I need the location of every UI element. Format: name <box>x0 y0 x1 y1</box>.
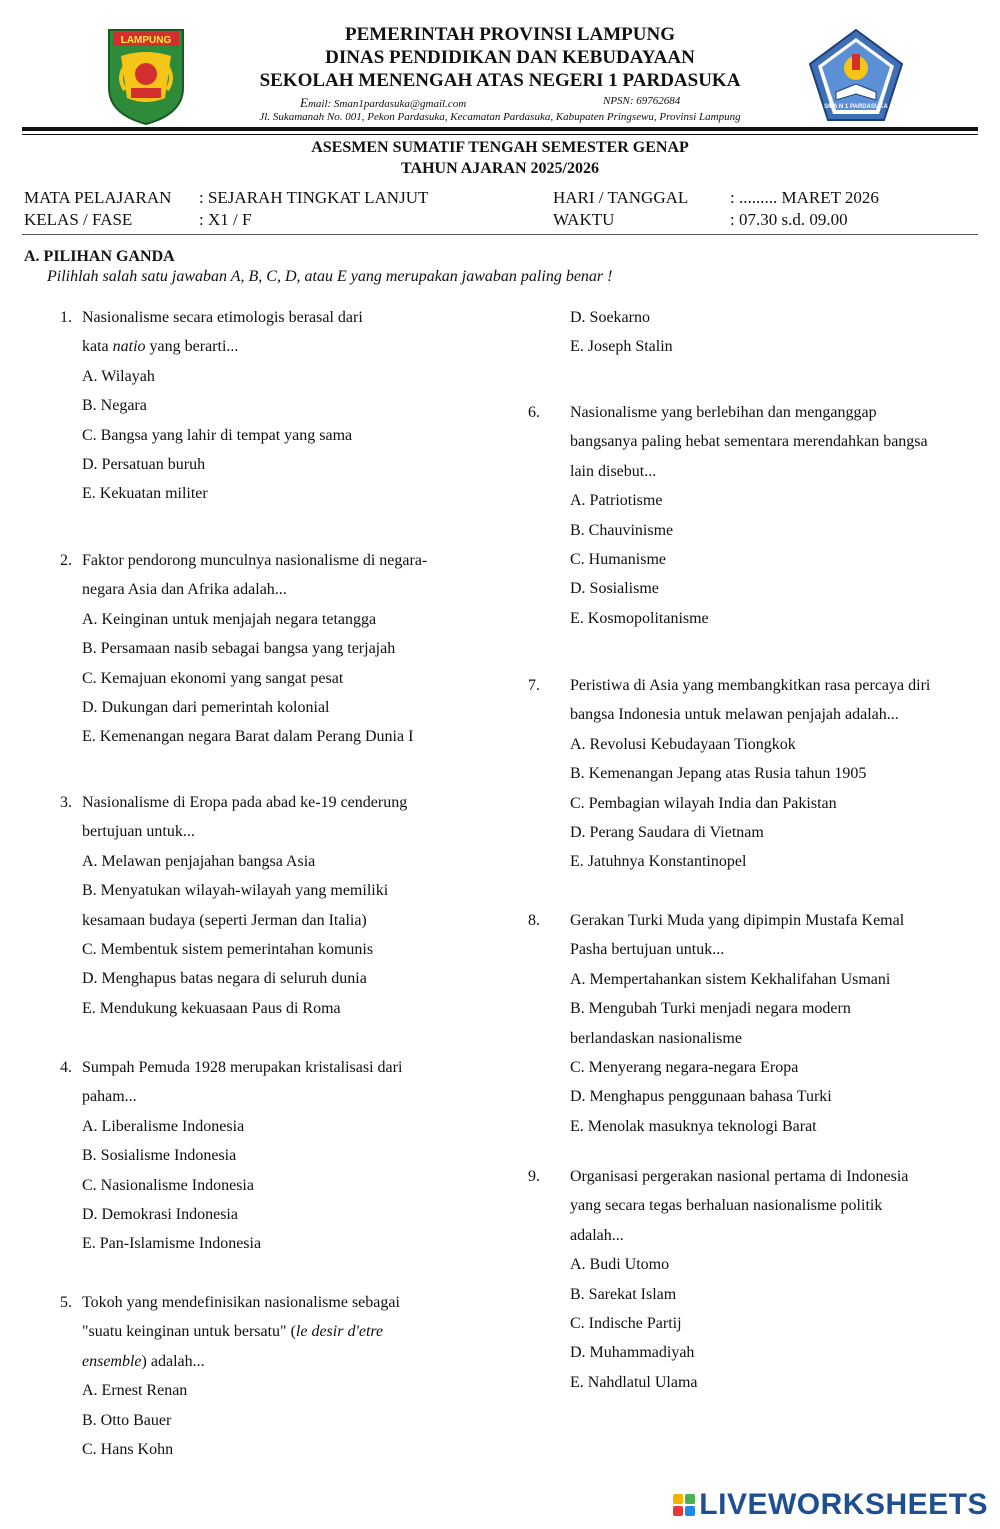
option-a[interactable]: A. Liberalisme Indonesia <box>82 1117 245 1135</box>
option-d[interactable]: D. Perang Saudara di Vietnam <box>570 824 764 842</box>
option-a[interactable]: A. Wilayah <box>82 367 155 385</box>
option-e[interactable]: E. Nahdlatul Ulama <box>570 1373 698 1391</box>
question-3 <box>52 788 407 1023</box>
option-b-continued[interactable]: berlandaskan nasionalisme <box>570 1029 742 1047</box>
date-value: : ......... MARET 2026 <box>730 188 879 207</box>
question-stem: Pasha bertujuan untuk... <box>570 941 725 959</box>
section-title: A. PILIHAN GANDA <box>24 248 175 265</box>
option-a[interactable]: A. Patriotisme <box>570 492 663 510</box>
option-e[interactable]: E. Joseph Stalin <box>570 338 673 356</box>
question-number: 8. <box>528 912 540 929</box>
option-b[interactable]: B. Sosialisme Indonesia <box>82 1147 237 1165</box>
right-logo-label: SMA N 1 PARDASUKA <box>824 104 888 110</box>
time-value: : 07.30 s.d. 09.00 <box>730 210 848 229</box>
option-d[interactable]: D. Menghapus penggunaan bahasa Turki <box>570 1088 832 1106</box>
question-stem: bertujuan untuk... <box>82 823 195 841</box>
option-c[interactable]: C. Humanisme <box>570 551 666 569</box>
option-d[interactable]: D. Soekarno <box>570 309 650 326</box>
question-number: 9. <box>528 1168 540 1185</box>
option-a[interactable]: A. Budi Utomo <box>570 1256 670 1274</box>
option-a[interactable]: A. Melawan penjajahan bangsa Asia <box>82 852 316 870</box>
question-stem: Faktor pendorong munculnya nasionalisme di negara- <box>82 552 428 569</box>
header-npsn: NPSN: 69762684 <box>603 95 681 107</box>
question-stem: "suatu keinginan untuk bersatu" (le desir d'etre <box>82 1323 384 1341</box>
option-b[interactable]: B. Otto Bauer <box>82 1411 172 1429</box>
liveworksheets-text: LIVEWORKSHEETS <box>699 1488 988 1521</box>
date-label: HARI / TANGGAL <box>553 188 689 207</box>
question-stem: bangsanya paling hebat sementara merendahkan bangsa <box>570 433 928 451</box>
option-e[interactable]: E. Kosmopolitanisme <box>570 609 709 627</box>
option-c[interactable]: C. Bangsa yang lahir di tempat yang sama <box>82 426 353 444</box>
header-address: Jl. Sukamanah No. 001, Pekon Pardasuka, Kecamatan Pardasuka, Kabupaten Pringsewu, Provinsi Lampung <box>259 111 741 123</box>
option-e[interactable]: E. Mendukung kekuasaan Paus di Roma <box>82 999 341 1017</box>
option-e[interactable]: E. Pan-Islamisme Indonesia <box>82 1235 262 1253</box>
option-e[interactable]: E. Kemenangan negara Barat dalam Perang Dunia I <box>82 728 414 746</box>
class-value: : X1 / F <box>199 210 252 229</box>
question-7 <box>520 671 930 877</box>
option-d[interactable]: D. Persatuan buruh <box>82 456 206 474</box>
question-stem: Sumpah Pemuda 1928 merupakan kristalisasi dari <box>82 1059 403 1076</box>
info-divider <box>22 234 978 235</box>
option-e[interactable]: E. Menolak masuknya teknologi Barat <box>570 1117 817 1135</box>
question-stem: Peristiwa di Asia yang membangkitkan rasa percaya diri <box>570 677 931 694</box>
question-stem: kata natio yang berarti... <box>82 338 239 356</box>
option-b[interactable]: B. Menyatukan wilayah-wilayah yang memiliki <box>82 882 389 900</box>
question-6 <box>520 398 928 633</box>
header-department: DINAS PENDIDIKAN DAN KEBUDAYAAN <box>325 47 695 68</box>
option-a[interactable]: A. Revolusi Kebudayaan Tiongkok <box>570 735 796 753</box>
option-b[interactable]: B. Kemenangan Jepang atas Rusia tahun 1905 <box>570 765 867 783</box>
option-c[interactable]: C. Hans Kohn <box>82 1441 174 1459</box>
header-email: Email: Sman1pardasuka@gmail.com <box>300 95 467 110</box>
question-number: 6. <box>528 404 540 421</box>
question-1 <box>52 303 363 509</box>
option-c[interactable]: C. Indische Partij <box>570 1315 682 1333</box>
question-stem: negara Asia dan Afrika adalah... <box>82 581 287 599</box>
header-government: PEMERINTAH PROVINSI LAMPUNG <box>344 24 676 45</box>
option-a[interactable]: A. Mempertahankan sistem Kekhalifahan Usmani <box>570 970 891 988</box>
option-a[interactable]: A. Keinginan untuk menjajah negara tetangga <box>82 610 377 628</box>
option-a[interactable]: A. Ernest Renan <box>82 1382 188 1400</box>
option-d[interactable]: D. Sosialisme <box>570 580 659 598</box>
question-5 <box>52 1288 400 1464</box>
option-d[interactable]: D. Muhammadiyah <box>570 1344 695 1362</box>
option-e[interactable]: E. Jatuhnya Konstantinopel <box>570 853 747 871</box>
question-stem: yang secara tegas berhaluan nasionalisme politik <box>570 1197 883 1215</box>
question-stem: paham... <box>82 1088 137 1106</box>
header-divider-thin <box>22 134 978 135</box>
question-stem: adalah... <box>570 1226 624 1244</box>
question-stem: ensemble) adalah... <box>82 1352 205 1370</box>
class-label: KELAS / FASE <box>24 210 133 229</box>
time-label: WAKTU <box>553 210 615 229</box>
option-b[interactable]: B. Negara <box>82 397 147 415</box>
question-4 <box>52 1053 402 1259</box>
option-c[interactable]: C. Kemajuan ekonomi yang sangat pesat <box>82 669 344 687</box>
option-c[interactable]: C. Menyerang negara-negara Eropa <box>570 1059 799 1077</box>
question-number: 7. <box>528 677 540 694</box>
question-number: 5. <box>60 1294 72 1311</box>
subject-value: : SEJARAH TINGKAT LANJUT <box>199 188 429 207</box>
option-c[interactable]: C. Membentuk sistem pemerintahan komunis <box>82 941 374 959</box>
liveworksheets-logo <box>673 1488 988 1522</box>
question-number: 4. <box>60 1059 72 1076</box>
question-stem: Nasionalisme yang berlebihan dan menganggap <box>570 404 877 421</box>
option-c[interactable]: C. Nasionalisme Indonesia <box>82 1176 254 1194</box>
question-stem: bangsa Indonesia untuk melawan penjajah adalah... <box>570 706 899 724</box>
option-e[interactable]: E. Kekuatan militer <box>82 485 208 503</box>
option-b-continued[interactable]: kesamaan budaya (seperti Jerman dan Italia) <box>82 911 367 929</box>
question-5-continued <box>540 303 673 362</box>
option-d[interactable]: D. Dukungan dari pemerintah kolonial <box>82 699 330 717</box>
exam-year: TAHUN AJARAN 2025/2026 <box>401 160 599 177</box>
question-stem: Gerakan Turki Muda yang dipimpin Mustafa Kemal <box>570 912 905 929</box>
question-8 <box>520 906 904 1141</box>
question-stem: Nasionalisme di Eropa pada abad ke-19 cenderung <box>82 794 408 811</box>
option-b[interactable]: B. Mengubah Turki menjadi negara modern <box>570 1000 851 1018</box>
exam-title: ASESMEN SUMATIF TENGAH SEMESTER GENAP <box>311 139 689 156</box>
header-divider-thick <box>22 127 978 131</box>
question-9 <box>520 1162 908 1397</box>
section-instruction: Pilihlah salah satu jawaban A, B, C, D, atau E yang merupakan jawaban paling benar ! <box>47 268 613 285</box>
liveworksheets-icon <box>673 1494 695 1516</box>
question-number: 1. <box>60 309 72 326</box>
school-logo <box>806 28 906 124</box>
option-d[interactable]: D. Demokrasi Indonesia <box>82 1206 238 1224</box>
option-b[interactable]: B. Sarekat Islam <box>570 1285 677 1303</box>
question-stem: Organisasi pergerakan nasional pertama di Indonesia <box>570 1168 909 1185</box>
question-number: 3. <box>60 794 72 811</box>
question-stem: Nasionalisme secara etimologis berasal dari <box>82 309 363 326</box>
question-stem: Tokoh yang mendefinisikan nasionalisme sebagai <box>82 1294 400 1311</box>
option-b[interactable]: B. Chauvinisme <box>570 521 674 539</box>
header-school-name: SEKOLAH MENENGAH ATAS NEGERI 1 PARDASUKA <box>259 70 741 91</box>
subject-label: MATA PELAJARAN <box>24 188 172 207</box>
option-d[interactable]: D. Menghapus batas negara di seluruh dunia <box>82 970 367 988</box>
option-b[interactable]: B. Persamaan nasib sebagai bangsa yang terjajah <box>82 640 396 658</box>
option-c[interactable]: C. Pembagian wilayah India dan Pakistan <box>570 794 837 812</box>
left-logo-label: LAMPUNG <box>120 35 172 46</box>
question-number: 2. <box>60 552 72 569</box>
question-2 <box>52 546 427 752</box>
question-stem: lain disebut... <box>570 462 657 480</box>
